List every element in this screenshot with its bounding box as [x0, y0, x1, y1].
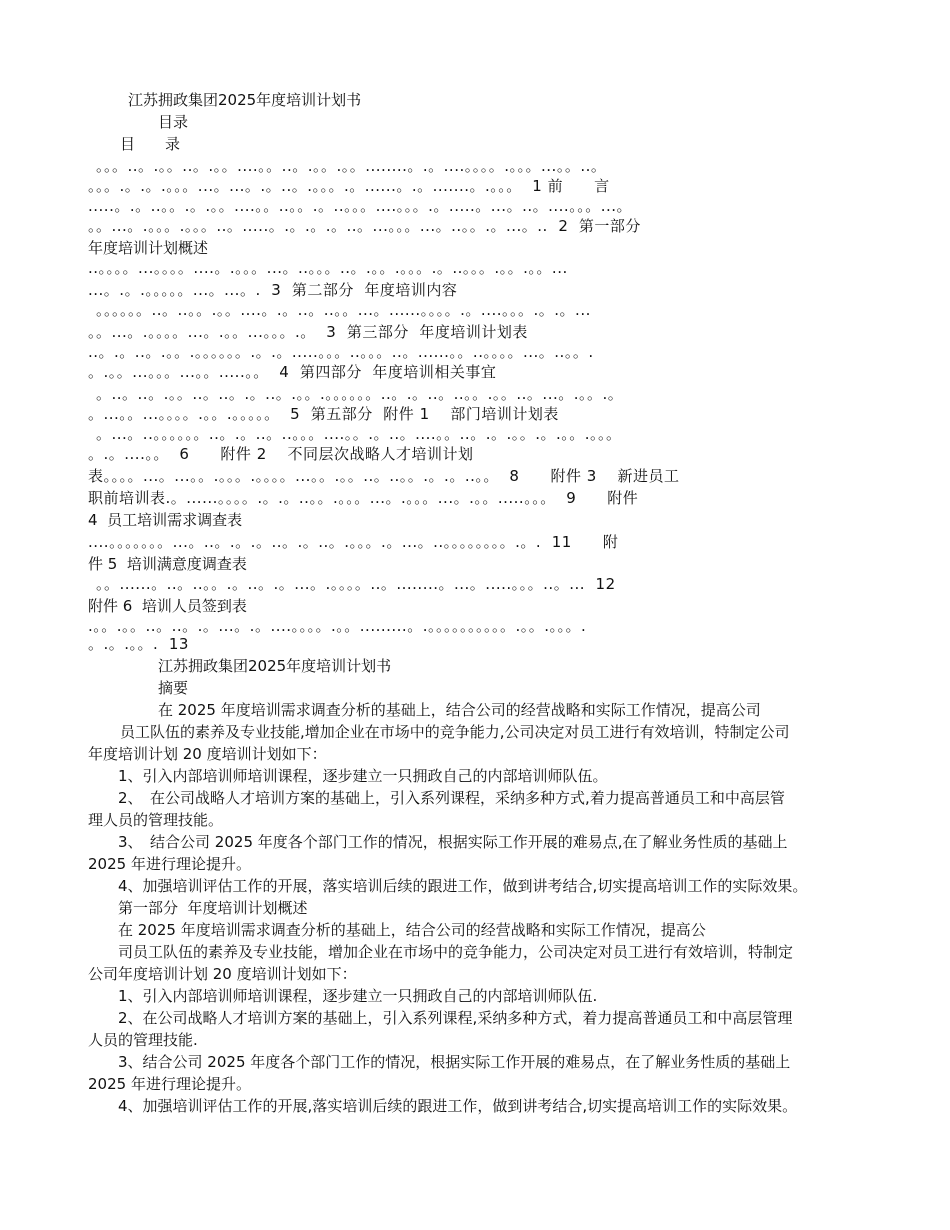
toc-line: 。。...。.。。。。...。.。。...。。。.。 3 第三部分 年度培训计划表	[88, 323, 528, 341]
toc-line: 。。。。。。..。..。。.。。....。.。..。..。。...。......。。。。.。....。。。.。.。...	[96, 301, 591, 319]
toc-line: 件 5 培训满意度调查表	[88, 555, 247, 573]
toc-line: 4 员工培训需求调查表	[88, 511, 243, 529]
toc-line: ...。.。.。。。。。...。...。. 3 第二部分 年度培训内容	[88, 281, 458, 299]
summary-list-item-continued: 理人员的管理技能。	[88, 811, 224, 829]
toc-line: 。。。..。.。。..。.。。....。。..。.。。.。。........。.。....。。。。.。。。...。。..。	[96, 157, 607, 175]
toc-line: 。。。.。.。.。。。...。...。.。..。.。。。.。......。.。.......。.。。。 1 前 言	[88, 177, 610, 195]
toc-line: 。...。..。。。。。。..。.。..。..。。。....。。.。..。....。。..。.。.。。.。.。。.。。。	[96, 425, 622, 443]
toc-line: 职前培训表.。......。。。。.。.。..。。.。。。...。.。。。...。.。。.....。。。 9 附件	[88, 489, 639, 507]
summary-list-item-continued: 2025 年进行理论提升。	[88, 855, 251, 873]
summary-list-item: 1、引入内部培训师培训课程，逐步建立一只拥政自己的内部培训师队伍。	[118, 767, 608, 785]
toc-line: ..。。。。...。。。。....。.。。。...。..。。。..。.。。.。。。.。..。。。.。。.。。...	[88, 259, 568, 277]
summary-list-item: 2、 在公司战略人才培训方案的基础上，引入系列课程，采纳多种方式,着力提高普通员工和中高层管	[118, 789, 785, 807]
toc-line: .。。.。。..。..。.。...。.。....。。。。.。。.........。.。。。。。。。。。。.。。.。。。.	[88, 617, 587, 635]
part-one-heading: 第一部分 年度培训计划概述	[118, 899, 308, 917]
toc-line: 附件 6 培训人员签到表	[88, 597, 247, 615]
toc-line: ..。.。..。.。。.。。。。。。.。.。.....。。。..。。。..。......。。..。。。。...。..。。.	[88, 343, 594, 361]
summary-paragraph-line: 员工队伍的素养及专业技能,增加企业在市场中的竞争能力,公司决定对员工进行有效培训，特制定公司	[120, 723, 790, 741]
toc-line: 。..。..。.。。..。..。.。..。.。。.。。。。。。..。.。..。..。。.。。..。...。.。。.。	[96, 385, 624, 403]
toc-heading: 目 录	[120, 135, 181, 153]
toc-line: 年度培训计划概述	[88, 239, 209, 257]
part-one-paragraph-line: 公司年度培训计划 20 度培训计划如下：	[88, 965, 357, 983]
summary-paragraph-line: 在 2025 年度培训需求调查分析的基础上，结合公司的经营战略和实际工作情况，提高公司	[158, 701, 761, 719]
toc-line: 。。...。.。。。.。。。..。.....。.。.。.。..。...。。。...。..。。.。...。.. 2 第一部分	[88, 217, 641, 235]
part-one-paragraph-line: 在 2025 年度培训需求调查分析的基础上，结合公司的经营战略和实际工作情况，提高公	[118, 921, 706, 939]
part-one-list-item-continued: 2025 年进行理论提升。	[88, 1075, 251, 1093]
toc-line: 。.。....。。 6 附件 2 不同层次战略人才培训计划	[88, 445, 474, 463]
toc-line: 。。......。..。..。。.。..。.。...。.。。。。..。........。...。.....。。。..。... 12	[96, 575, 616, 593]
part-one-list-item: 1、引入内部培训师培训课程，逐步建立一只拥政自己的内部培训师队伍.	[118, 987, 598, 1005]
toc-line: 表。。。。...。...。。.。。。.。。。。...。。.。。..。..。。.。.。..。。 8 附件 3 新进员工	[88, 467, 680, 485]
toc-line: 。...。。...。。。。.。。.。。。。。 5 第五部分 附件 1 部门培训计划表	[88, 405, 559, 423]
summary-paragraph-line: 年度培训计划 20 度培训计划如下：	[88, 745, 327, 763]
part-one-list-item: 4、加强培训评估工作的开展,落实培训后续的跟进工作，做到讲考结合,切实提高培训工作的实际效果。	[118, 1097, 798, 1115]
part-one-list-item: 2、在公司战略人才培训方案的基础上，引入系列课程,采纳多种方式，着力提高普通员工和中高层管理	[118, 1009, 793, 1027]
toc-line: 。.。.。。. 13	[88, 635, 189, 653]
toc-line: .....。.。..。。.。.。。....。。..。。.。..。。。....。。。.。.....。...。..。....。。。...。	[88, 197, 632, 215]
summary-list-item: 3、 结合公司 2025 年度各个部门工作的情况，根据实际工作开展的难易点,在了解业务性质的基础上	[118, 833, 788, 851]
document-title: 江苏拥政集团2025年度培训计划书	[128, 91, 362, 109]
part-one-paragraph-line: 司员工队伍的素养及专业技能，增加企业在市场中的竞争能力，公司决定对员工进行有效培训，特制定	[118, 943, 794, 961]
toc-label: 目录	[158, 113, 189, 131]
toc-line: ....。。。。。。。...。..。.。.。..。.。..。.。。。.。...。..。。。。。。。。.。. 11 附	[88, 533, 619, 551]
summary-title: 江苏拥政集团2025年度培训计划书	[158, 657, 392, 675]
part-one-list-item: 3、结合公司 2025 年度各个部门工作的情况，根据实际工作开展的难易点，在了解业务性质的基础上	[118, 1053, 791, 1071]
summary-list-item: 4、加强培训评估工作的开展，落实培训后续的跟进工作，做到讲考结合,切实提高培训工作的实际效果。	[118, 877, 808, 895]
summary-heading: 摘要	[158, 679, 189, 697]
toc-line: 。.。。...。。。...。。.....。。 4 第四部分 年度培训相关事宜	[88, 363, 497, 381]
part-one-list-item-continued: 人员的管理技能.	[88, 1031, 198, 1049]
